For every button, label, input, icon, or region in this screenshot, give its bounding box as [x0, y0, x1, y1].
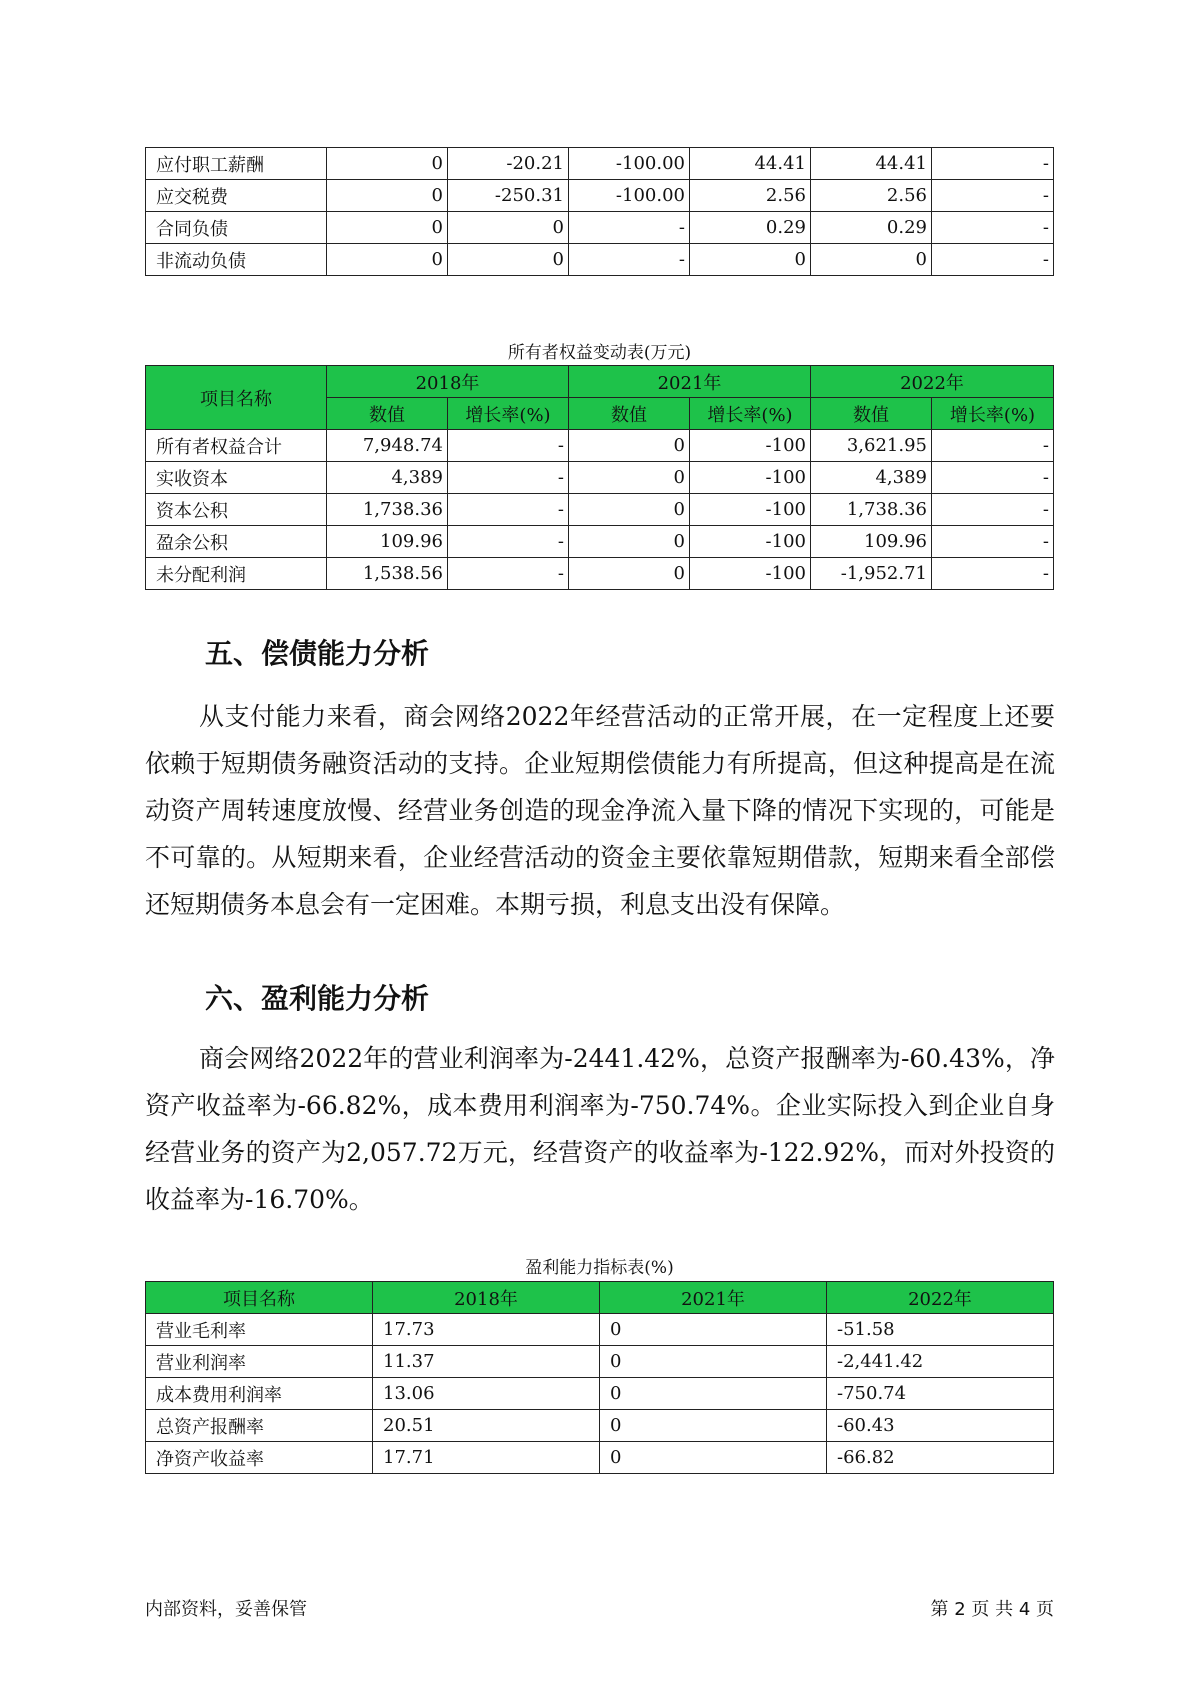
equity-table [145, 365, 1054, 590]
table-cell: - [932, 430, 1054, 462]
table-cell: - [932, 244, 1054, 276]
footer-page-number: 第 2 页 共 4 页 [930, 1599, 1054, 1620]
table-cell: 0 [327, 148, 448, 180]
table-row [146, 494, 1054, 526]
row-label: 营业利润率 [146, 1346, 373, 1378]
table-cell: 0 [600, 1346, 827, 1378]
table-cell: - [569, 212, 690, 244]
liability-table [145, 147, 1054, 276]
table-cell: 0 [569, 494, 690, 526]
table-row [146, 558, 1054, 590]
row-label: 所有者权益合计 [146, 430, 327, 462]
table-cell: 1,738.36 [327, 494, 448, 526]
table-cell: 4,389 [811, 462, 932, 494]
table-cell: -1,952.71 [811, 558, 932, 590]
table-cell: 0 [811, 244, 932, 276]
table-cell: - [448, 462, 569, 494]
table-row [146, 1442, 1054, 1474]
table-cell: 0 [690, 244, 811, 276]
table-cell: - [932, 212, 1054, 244]
table-cell: 2.56 [811, 180, 932, 212]
table-row [146, 180, 1054, 212]
table-cell: 0 [327, 244, 448, 276]
table-cell: 0 [569, 526, 690, 558]
table-row [146, 462, 1054, 494]
profit-table [145, 1281, 1054, 1474]
item-name-header: 项目名称 [146, 366, 327, 430]
table-cell: 0 [327, 180, 448, 212]
table-cell: 0 [448, 212, 569, 244]
row-label: 未分配利润 [146, 558, 327, 590]
table-cell: - [932, 180, 1054, 212]
table-cell: 0 [327, 212, 448, 244]
table-cell: - [932, 494, 1054, 526]
table-cell: -60.43 [827, 1410, 1054, 1442]
table-cell: 2.56 [690, 180, 811, 212]
table-row [146, 526, 1054, 558]
year-header-2022: 2022年 [811, 366, 1054, 398]
table-cell: 13.06 [373, 1378, 600, 1410]
value-header: 数值 [811, 398, 932, 430]
table-cell: 0 [448, 244, 569, 276]
table-cell: - [569, 244, 690, 276]
table-cell: 0 [569, 430, 690, 462]
table-cell: - [448, 558, 569, 590]
table-cell: 109.96 [327, 526, 448, 558]
table-cell: 109.96 [811, 526, 932, 558]
table-cell: -66.82 [827, 1442, 1054, 1474]
table-cell: 20.51 [373, 1410, 600, 1442]
table-cell: - [932, 148, 1054, 180]
table-cell: -20.21 [448, 148, 569, 180]
row-label: 实收资本 [146, 462, 327, 494]
table-row [146, 1314, 1054, 1346]
row-label: 非流动负债 [146, 244, 327, 276]
row-label: 净资产收益率 [146, 1442, 373, 1474]
table-cell: 44.41 [811, 148, 932, 180]
row-label: 资本公积 [146, 494, 327, 526]
table-cell: 17.71 [373, 1442, 600, 1474]
table-cell: - [448, 494, 569, 526]
table-cell: -250.31 [448, 180, 569, 212]
table-cell: 3,621.95 [811, 430, 932, 462]
table-cell: 0 [600, 1410, 827, 1442]
table-cell: -100 [690, 462, 811, 494]
profit-table-caption: 盈利能力指标表(%) [525, 1258, 674, 1278]
table-row [146, 1378, 1054, 1410]
section-heading-solvency: 五、偿债能力分析 [205, 637, 430, 670]
table-cell: 0 [600, 1442, 827, 1474]
table-cell: -2,441.42 [827, 1346, 1054, 1378]
table-cell: - [932, 526, 1054, 558]
column-header: 2021年 [600, 1282, 827, 1314]
year-header-2018: 2018年 [327, 366, 569, 398]
row-label: 营业毛利率 [146, 1314, 373, 1346]
table-cell: -100.00 [569, 180, 690, 212]
table-cell: 0 [600, 1314, 827, 1346]
table-cell: 0 [569, 558, 690, 590]
table-row [146, 244, 1054, 276]
row-label: 成本费用利润率 [146, 1378, 373, 1410]
section-heading-profitability: 六、盈利能力分析 [205, 982, 430, 1015]
growth-header: 增长率(%) [690, 398, 811, 430]
table-cell: -100 [690, 558, 811, 590]
table-cell: 0.29 [811, 212, 932, 244]
table-cell: 7,948.74 [327, 430, 448, 462]
footer-confidential-note: 内部资料，妥善保管 [145, 1599, 307, 1620]
table-cell: -51.58 [827, 1314, 1054, 1346]
column-header: 2022年 [827, 1282, 1054, 1314]
table-cell: - [932, 558, 1054, 590]
value-header: 数值 [569, 398, 690, 430]
growth-header: 增长率(%) [448, 398, 569, 430]
table-cell: 1,538.56 [327, 558, 448, 590]
growth-header: 增长率(%) [932, 398, 1054, 430]
table-cell: 11.37 [373, 1346, 600, 1378]
table-cell: -100 [690, 526, 811, 558]
row-label: 合同负债 [146, 212, 327, 244]
table-row [146, 430, 1054, 462]
table-cell: - [448, 526, 569, 558]
table-cell: 1,738.36 [811, 494, 932, 526]
table-cell: 4,389 [327, 462, 448, 494]
row-label: 应交税费 [146, 180, 327, 212]
year-header-2021: 2021年 [569, 366, 811, 398]
table-cell: - [448, 430, 569, 462]
table-cell: 0 [569, 462, 690, 494]
column-header: 2018年 [373, 1282, 600, 1314]
profitability-paragraph: 商会网络2022年的营业利润率为-2441.42%，总资产报酬率为-60.43%，净资产收益率为-66.82%，成本费用利润率为-750.74%。企业实际投入到企业自身经营业务的资产为2,057.72万元，经营资产的收益率为-122.92%，而对外投资的收益率为-16.70%。 [145, 1044, 1055, 1214]
table-row [146, 1346, 1054, 1378]
value-header: 数值 [327, 398, 448, 430]
table-cell: 0.29 [690, 212, 811, 244]
table-row [146, 1410, 1054, 1442]
column-header: 项目名称 [146, 1282, 373, 1314]
row-label: 盈余公积 [146, 526, 327, 558]
table-cell: -750.74 [827, 1378, 1054, 1410]
table-cell: -100 [690, 494, 811, 526]
table-cell: 0 [600, 1378, 827, 1410]
table-cell: 17.73 [373, 1314, 600, 1346]
table-cell: -100.00 [569, 148, 690, 180]
row-label: 应付职工薪酬 [146, 148, 327, 180]
table-row [146, 212, 1054, 244]
equity-table-caption: 所有者权益变动表(万元) [507, 343, 692, 363]
table-cell: - [932, 462, 1054, 494]
solvency-paragraph: 从支付能力来看，商会网络2022年经营活动的正常开展，在一定程度上还要依赖于短期债务融资活动的支持。企业短期偿债能力有所提高，但这种提高是在流动资产周转速度放慢、经营业务创造的现金净流入量下降的情况下实现的，可能是不可靠的。从短期来看，企业经营活动的资金主要依靠短期借款，短期来看全部偿还短期债务本息会有一定困难。本期亏损，利息支出没有保障。 [145, 702, 1055, 919]
table-cell: -100 [690, 430, 811, 462]
row-label: 总资产报酬率 [146, 1410, 373, 1442]
table-row [146, 148, 1054, 180]
table-cell: 44.41 [690, 148, 811, 180]
